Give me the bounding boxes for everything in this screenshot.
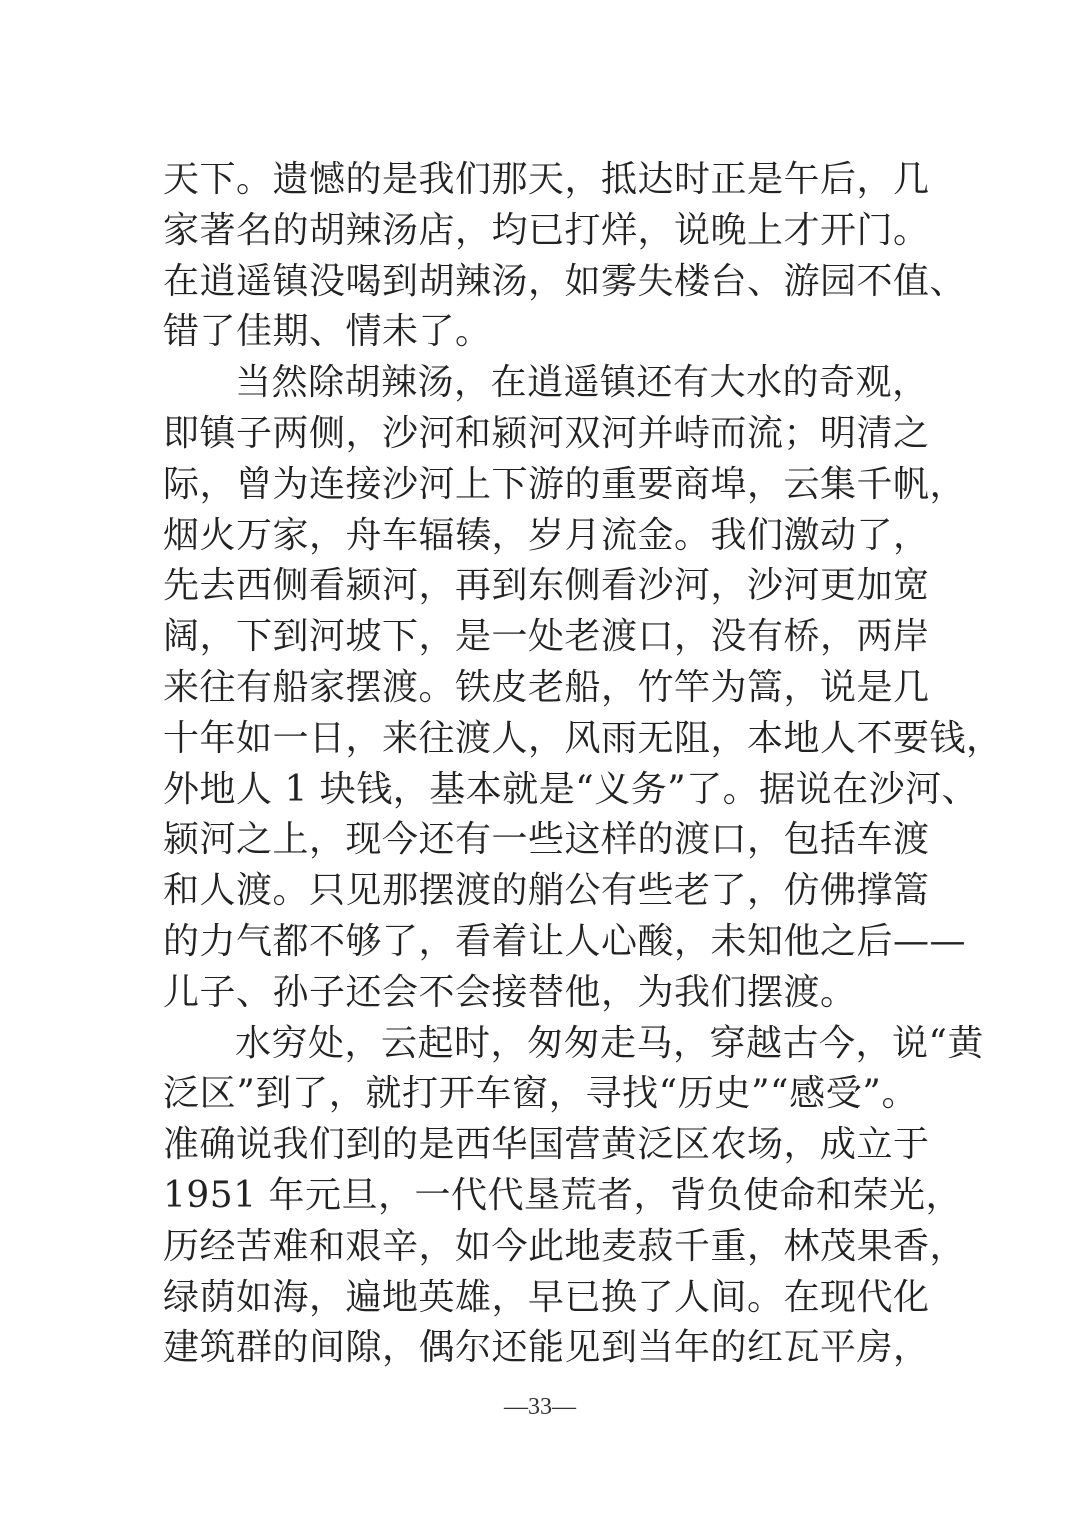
text-line: 建筑群的间隙，偶尔还能见到当年的红瓦平房， (163, 1327, 930, 1369)
text-line: 即镇子两侧，沙河和颍河双河并峙而流；明清之 (163, 412, 930, 454)
paragraph-end-line: 儿子、孙子还会不会接替他，为我们摆渡。 (163, 971, 857, 1013)
text-line: 家著名的胡辣汤店，均已打烊，说晚上才开门。 (163, 209, 930, 251)
text-line: 的力气都不够了，看着让人心酸，未知他之后—— (163, 920, 967, 962)
text-line: 外地人 1 块钱，基本就是“义务”了。据说在沙河、 (163, 768, 979, 810)
text-line: 和人渡。只见那摆渡的艄公有些老了，仿佛撑篙 (163, 870, 930, 912)
text-line: 十年如一日，来往渡人，风雨无阻，本地人不要钱， (163, 717, 1003, 759)
text-line: 际，曾为连接沙河上下游的重要商埠，云集千帆， (163, 463, 967, 505)
text-line: 在逍遥镇没喝到胡辣汤，如雾失楼台、游园不值、 (163, 260, 967, 302)
text-line: 烟火万家，舟车辐辏，岁月流金。我们激动了， (163, 514, 930, 556)
text-line: 准确说我们到的是西华国营黄泛区农场，成立于 (163, 1124, 930, 1166)
text-line: 颍河之上，现今还有一些这样的渡口，包括车渡 (163, 819, 930, 861)
text-line: 1951 年元旦，一代代垦荒者，背负使命和荣光， (163, 1174, 963, 1216)
text-line: 绿荫如海，遍地英雄，早已换了人间。在现代化 (163, 1276, 930, 1318)
text-line: 先去西侧看颍河，再到东侧看沙河，沙河更加宽 (163, 565, 930, 607)
text-line: 天下。遗憾的是我们那天，抵达时正是午后，几 (163, 159, 930, 200)
page-number: —33— (504, 1394, 576, 1420)
text-line: 历经苦难和艰辛，如今此地麦菽千重，林茂果香， (163, 1225, 967, 1267)
paragraph-end-line: 错了佳期、情未了。 (163, 311, 492, 353)
text-line: 阔，下到河坡下，是一处老渡口，没有桥，两岸 (163, 616, 930, 658)
text-line: 来往有船家摆渡。铁皮老船，竹竿为篙，说是几 (163, 666, 930, 708)
paragraph-start-line: 当然除胡辣汤，在逍遥镇还有大水的奇观， (235, 362, 929, 404)
text-line: 泛区”到了，就打开车窗，寻找“历史”“感受”。 (163, 1073, 918, 1115)
paragraph-start-line: 水穷处，云起时，匆匆走马，穿越古今，说“黄 (235, 1022, 984, 1064)
body-text (163, 155, 1003, 1374)
